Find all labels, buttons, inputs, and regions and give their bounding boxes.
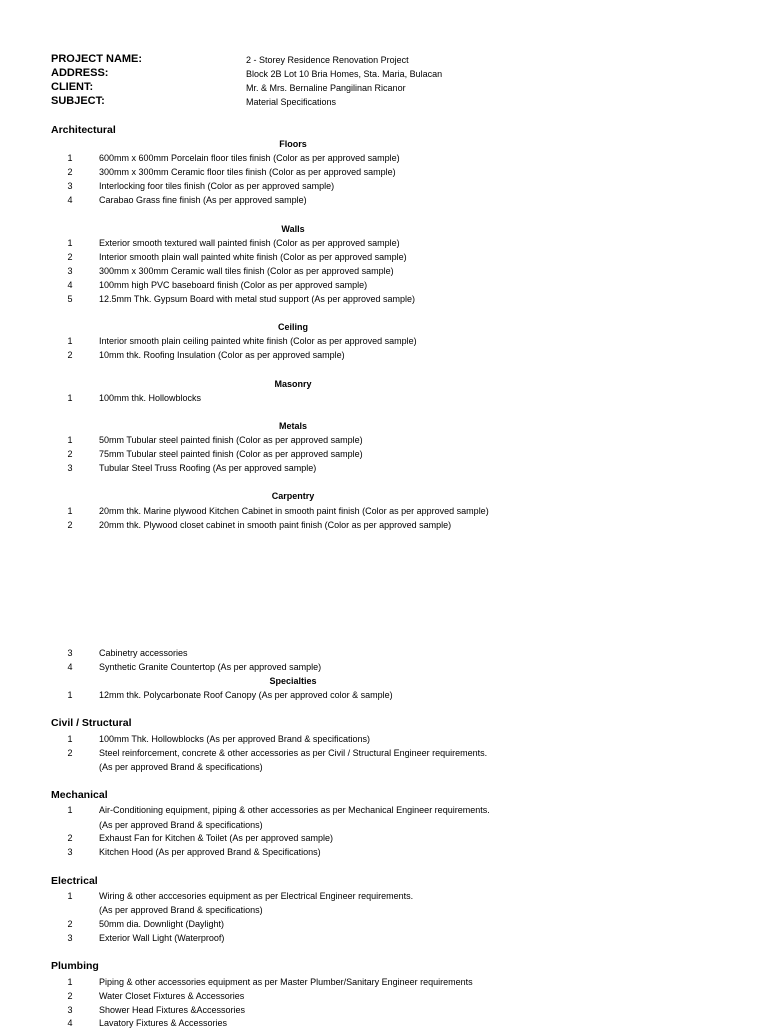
- item-number: 2: [67, 748, 73, 758]
- item-number: 1: [67, 977, 73, 987]
- item-number: 1: [67, 506, 73, 516]
- item-number: 2: [67, 919, 73, 929]
- item-text: Water Closet Fixtures & Accessories: [99, 991, 245, 1001]
- list-item: [0, 847, 700, 860]
- item-number: 1: [67, 891, 73, 901]
- item-text: Exhaust Fan for Kitchen & Toilet (As per approved sample): [99, 833, 333, 843]
- item-text: 50mm dia. Downlight (Daylight): [99, 919, 225, 929]
- item-continuation: (As per approved Brand & specifications): [99, 905, 263, 915]
- item-text: 100mm Thk. Hollowblocks (As per approved Brand & specifications): [99, 734, 370, 744]
- item-number: 2: [67, 350, 73, 360]
- item-text: 300mm x 300mm Ceramic floor tiles finish (Color as per approved sample): [99, 167, 396, 177]
- subsection-carpentry: Carpentry: [271, 491, 315, 501]
- address-label: ADDRESS:: [51, 67, 109, 79]
- section-electrical: Electrical: [51, 875, 98, 887]
- item-number: 3: [67, 933, 73, 943]
- item-text: Carabao Grass fine finish (As per approved sample): [99, 195, 307, 205]
- subsection-metals: Metals: [278, 421, 307, 431]
- item-number: 2: [67, 252, 73, 262]
- list-item: [0, 977, 700, 990]
- item-text: Tubular Steel Truss Roofing (As per approved sample): [99, 463, 317, 473]
- list-item: [0, 1005, 700, 1018]
- item-number: 3: [67, 1005, 73, 1015]
- subsection-floors: Floors: [279, 139, 307, 149]
- item-text: Piping & other accessories equipment as per Master Plumber/Sanitary Engineer requirements: [99, 977, 473, 987]
- list-item: [0, 748, 700, 761]
- item-continuation: (As per approved Brand & specifications): [99, 762, 263, 772]
- list-item: [0, 195, 700, 208]
- list-item: [0, 280, 700, 293]
- item-text: 300mm x 300mm Ceramic wall tiles finish (Color as per approved sample): [99, 266, 394, 276]
- list-item: [0, 833, 700, 846]
- list-item: [0, 393, 700, 406]
- list-item: [0, 1018, 700, 1031]
- item-text: 600mm x 600mm Porcelain floor tiles finish (Color as per approved sample): [99, 153, 400, 163]
- item-text: Interior smooth plain ceiling painted white finish (Color as per approved sample): [99, 336, 417, 346]
- list-item: [0, 734, 700, 747]
- item-text: 100mm thk. Hollowblocks: [99, 393, 202, 403]
- item-text: 100mm high PVC baseboard finish (Color as per approved sample): [99, 280, 368, 290]
- item-number: 4: [67, 280, 73, 290]
- list-item: [0, 991, 700, 1004]
- item-text: Exterior Wall Light (Waterproof): [99, 933, 225, 943]
- item-text: Lavatory Fixtures & Accessories: [99, 1018, 228, 1028]
- subsection-walls: Walls: [281, 224, 305, 234]
- item-number: 2: [67, 991, 73, 1001]
- project-name-value: 2 - Storey Residence Renovation Project: [246, 55, 409, 65]
- section-plumbing: Plumbing: [51, 960, 99, 972]
- list-item: [0, 181, 700, 194]
- item-text: 12mm thk. Polycarbonate Roof Canopy (As per approved color & sample): [99, 690, 393, 700]
- client-value: Mr. & Mrs. Bernaline Pangilinan Ricanor: [246, 83, 406, 93]
- item-number: 1: [67, 336, 73, 346]
- list-item: [0, 266, 700, 279]
- item-text: 75mm Tubular steel painted finish (Color as per approved sample): [99, 449, 363, 459]
- item-number: 4: [67, 662, 73, 672]
- item-number: 4: [67, 1018, 73, 1028]
- list-item: [0, 648, 700, 661]
- item-number: 1: [67, 690, 73, 700]
- item-number: 3: [67, 648, 73, 658]
- project-name-label: PROJECT NAME:: [51, 53, 143, 65]
- list-item: [0, 933, 700, 946]
- item-text: Exterior smooth textured wall painted finish (Color as per approved sample): [99, 238, 400, 248]
- item-number: 4: [67, 195, 73, 205]
- subsection-masonry: Masonry: [274, 379, 312, 389]
- section-civil-structural: Civil / Structural: [51, 717, 132, 729]
- project-name-row: [51, 53, 651, 67]
- section-mechanical: Mechanical: [51, 789, 108, 801]
- list-item: [0, 919, 700, 932]
- item-text: Interior smooth plain wall painted white finish (Color as per approved sample): [99, 252, 407, 262]
- item-number: 1: [67, 734, 73, 744]
- item-text: 12.5mm Thk. Gypsum Board with metal stud support (As per approved sample): [99, 294, 415, 304]
- address-row: [51, 67, 651, 81]
- item-number: 3: [67, 266, 73, 276]
- list-item: [0, 506, 700, 519]
- item-text: Steel reinforcement, concrete & other accessories as per Civil / Structural Engineer requirements.: [99, 748, 488, 758]
- item-text: Interlocking foor tiles finish (Color as per approved sample): [99, 181, 335, 191]
- item-text: Cabinetry accessories: [99, 648, 188, 658]
- list-item: [0, 891, 700, 904]
- item-number: 1: [67, 435, 73, 445]
- item-text: Kitchen Hood (As per approved Brand & Specifications): [99, 847, 321, 857]
- list-item: [0, 449, 700, 462]
- list-item: [0, 350, 700, 363]
- item-text: Wiring & other acccesories equipment as per Electrical Engineer requirements.: [99, 891, 414, 901]
- subsection-specialties: Specialties: [269, 676, 317, 686]
- item-number: 2: [67, 167, 73, 177]
- item-number: 2: [67, 520, 73, 530]
- list-item: [0, 805, 700, 818]
- list-item: [0, 520, 700, 533]
- client-row: [51, 81, 651, 95]
- list-item: [0, 690, 700, 703]
- list-item: [0, 238, 700, 251]
- item-text: 50mm Tubular steel painted finish (Color as per approved sample): [99, 435, 363, 445]
- list-item: [0, 153, 700, 166]
- client-label: CLIENT:: [51, 81, 94, 93]
- item-number: 1: [67, 393, 73, 403]
- list-item: [0, 167, 700, 180]
- list-item: [0, 294, 700, 307]
- list-item: [0, 336, 700, 349]
- subsection-ceiling: Ceiling: [277, 322, 308, 332]
- item-text: 20mm thk. Plywood closet cabinet in smooth paint finish (Color as per approved sample): [99, 520, 452, 530]
- item-number: 3: [67, 847, 73, 857]
- address-value: Block 2B Lot 10 Bria Homes, Sta. Maria, Bulacan: [246, 69, 443, 79]
- item-number: 2: [67, 449, 73, 459]
- subject-row: [51, 95, 651, 109]
- list-item: [0, 435, 700, 448]
- item-number: 5: [67, 294, 73, 304]
- subject-value: Material Specifications: [246, 97, 337, 107]
- item-text: Synthetic Granite Countertop (As per approved sample): [99, 662, 322, 672]
- item-continuation: (As per approved Brand & specifications): [99, 820, 263, 830]
- item-number: 1: [67, 805, 73, 815]
- subject-label: SUBJECT:: [51, 95, 105, 107]
- item-text: 20mm thk. Marine plywood Kitchen Cabinet in smooth paint finish (Color as per approved sample): [99, 506, 489, 516]
- list-item: [0, 463, 700, 476]
- item-number: 2: [67, 833, 73, 843]
- item-text: Shower Head Fixtures &Accessories: [99, 1005, 246, 1015]
- item-text: Air-Conditioning equipment, piping & other accessories as per Mechanical Engineer requirements.: [99, 805, 490, 815]
- item-number: 3: [67, 463, 73, 473]
- item-number: 3: [67, 181, 73, 191]
- item-number: 1: [67, 153, 73, 163]
- item-number: 1: [67, 238, 73, 248]
- section-architectural: Architectural: [51, 124, 116, 136]
- list-item: [0, 662, 700, 675]
- item-text: 10mm thk. Roofing Insulation (Color as per approved sample): [99, 350, 345, 360]
- list-item: [0, 252, 700, 265]
